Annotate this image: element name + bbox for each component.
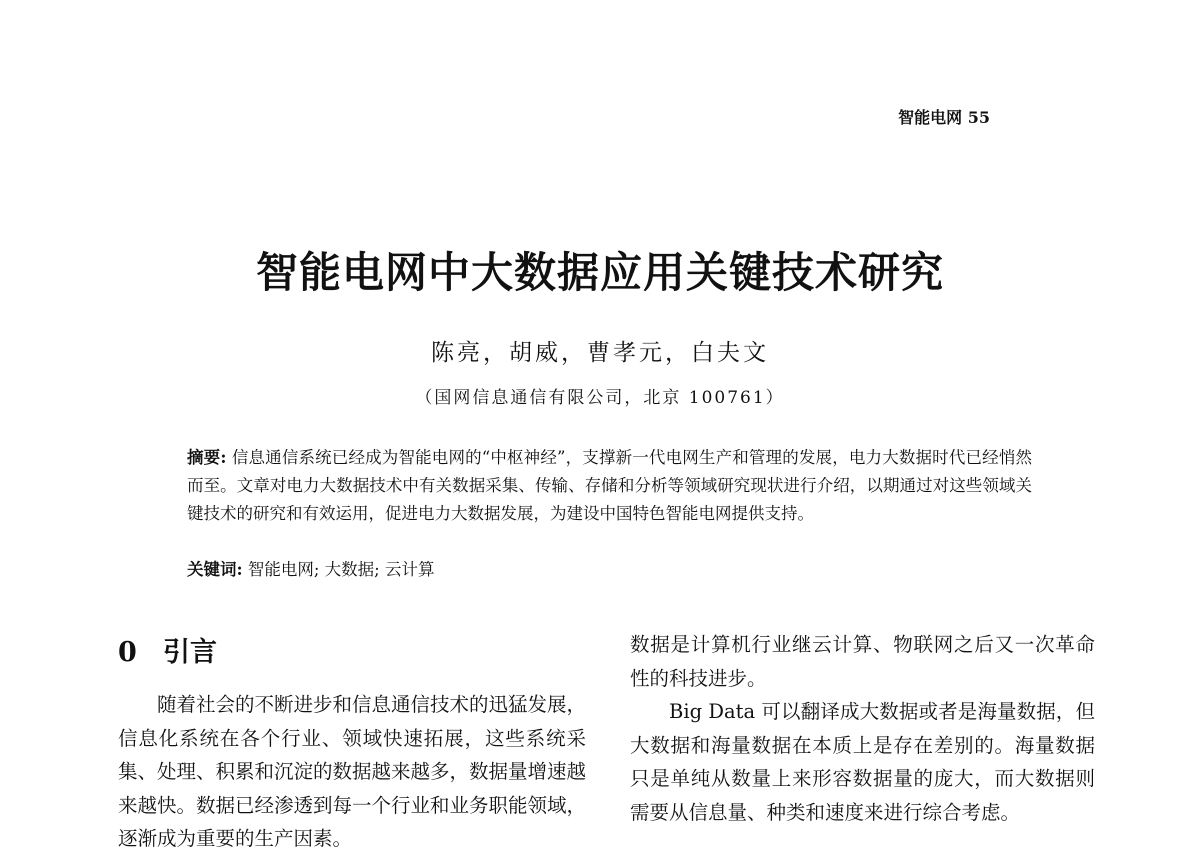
- journal-name: 智能电网: [898, 108, 963, 127]
- keywords-label: 关键词:: [187, 560, 243, 579]
- author-list: 陈亮，胡威，曹孝元，白夫文: [431, 340, 769, 366]
- intro-paragraph-right-1: 数据是计算机行业继云计算、物联网之后又一次革命性的科技进步。: [630, 633, 1095, 690]
- abstract-text: 信息通信系统已经成为智能电网的“中枢神经”，支撑新一代电网生产和管理的发展，电力大数据时代已经悄然而至。文章对电力大数据技术中有关数据采集、传输、存储和分析等领域研究现状进行介绍，以期通过对这些领域关键技术的研究和有效运用，促进电力大数据发展，为建设中国特色智能电网提供支持。: [187, 448, 1032, 523]
- right-column: [630, 628, 1095, 829]
- abstract: [187, 444, 1032, 528]
- section-title: 引言: [163, 637, 217, 668]
- running-header: [860, 105, 990, 128]
- section-number: 0: [118, 637, 137, 668]
- page-mark: 55: [967, 108, 990, 127]
- keywords: [187, 556, 1032, 584]
- abstract-label: 摘要:: [187, 448, 227, 467]
- affiliation: （国网信息通信有限公司，北京 100761）: [415, 388, 785, 408]
- intro-paragraph-right-2: Big Data 可以翻译成大数据或者是海量数据，但大数据和海量数据在本质上是存在差别的。海量数据只是单纯从数量上来形容数据量的庞大，而大数据则需要从信息量、种类和速度来进行综合考虑。: [630, 700, 1095, 824]
- section-heading: [118, 630, 217, 669]
- paper-title: 智能电网中大数据应用关键技术研究: [255, 248, 944, 297]
- intro-paragraph-left: 随着社会的不断进步和信息通信技术的迅猛发展，信息化系统在各个行业、领域快速拓展，这些系统采集、处理、积累和沉淀的数据越来越多，数据量增速越来越快。数据已经渗透到每一个行业和业务职能领域，逐渐成为重要的生产因素。: [118, 693, 587, 850]
- keywords-text: 智能电网; 大数据; 云计算: [242, 560, 435, 579]
